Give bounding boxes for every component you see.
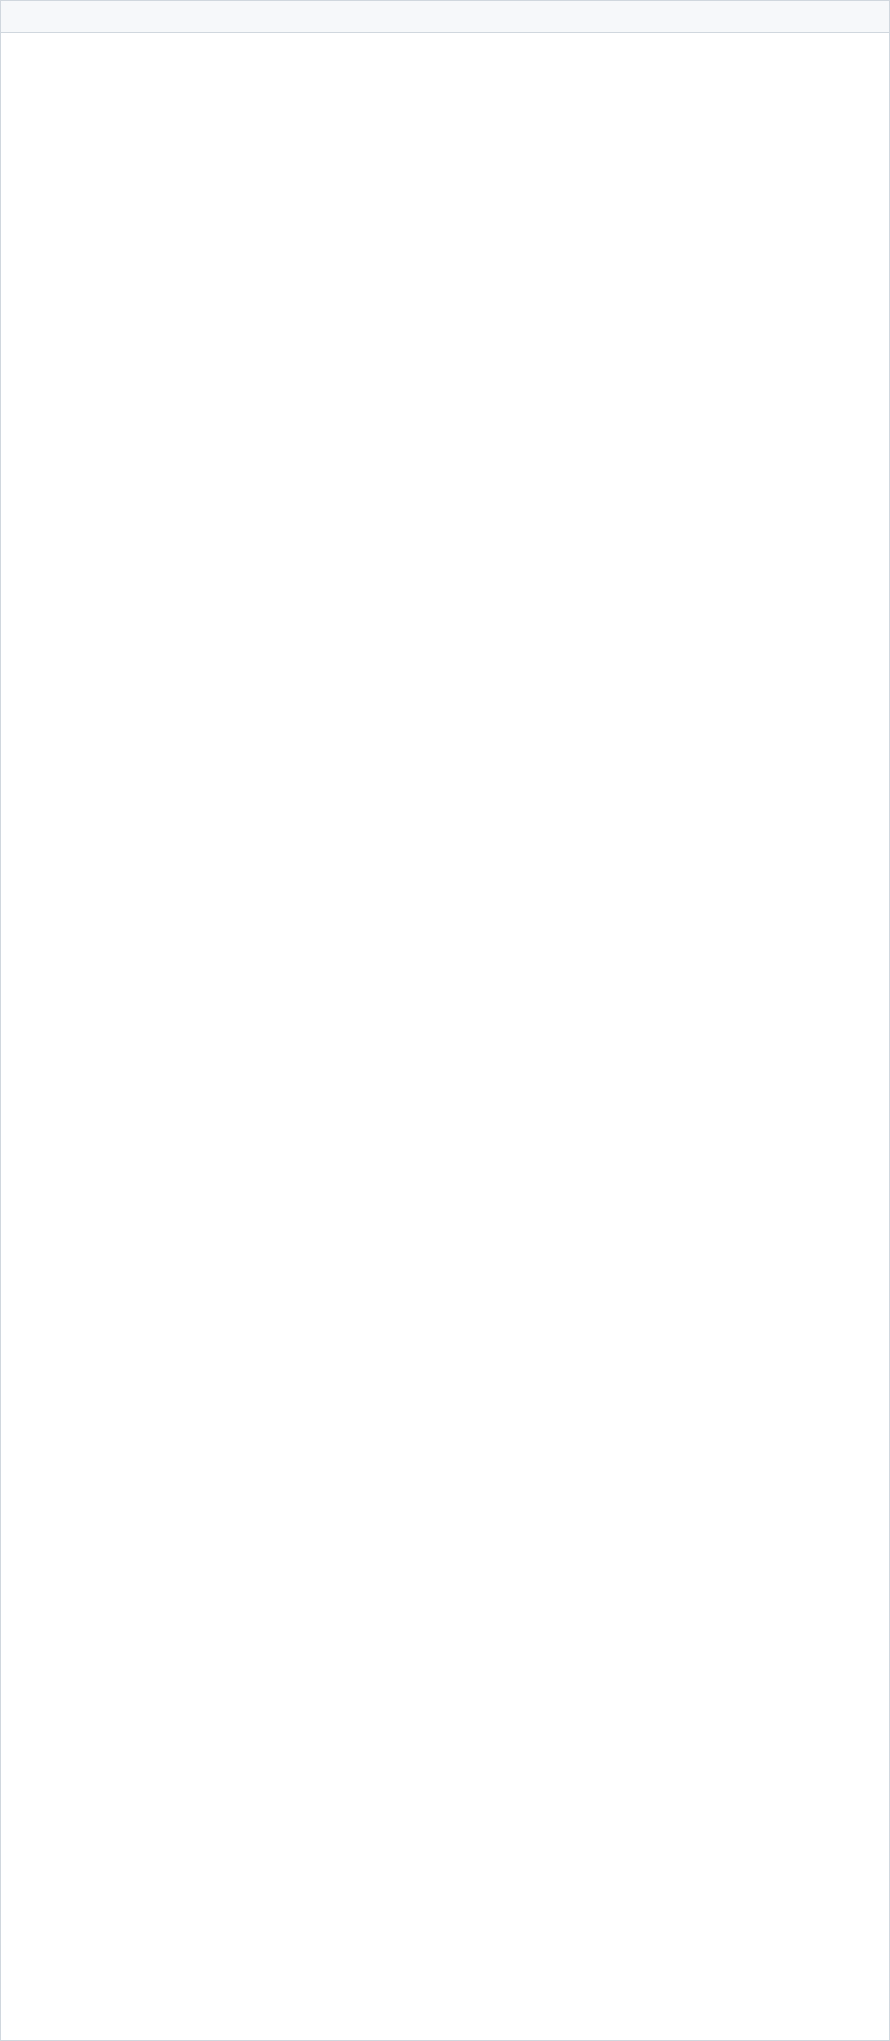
main-content [1, 33, 889, 2040]
title-bar [1, 1, 889, 33]
